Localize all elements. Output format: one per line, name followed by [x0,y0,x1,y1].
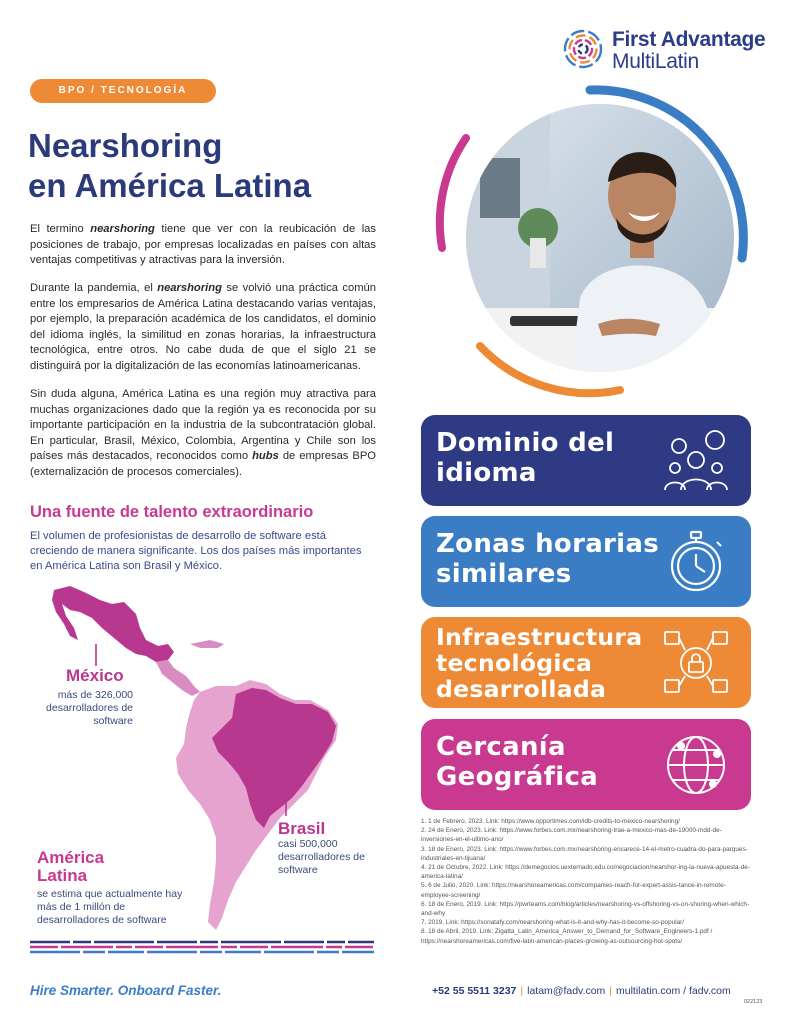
paragraph-2: Durante la pandemia, el nearshoring se volvió una práctica común entre los empresarios de América Latina destacando varias ventajas, por ejemplo, la preparación académica de los candidatos, el dominio del idioma inglés, la similitud en zonas horarias, la infraestructura tecnológica, entre otros. No cabe duda de que el siglo 21 se distinguirá por la digitalización de las economías latinoamericanas. [30,282,376,372]
people-speech-icon [663,428,729,494]
footer-contact: +52 55 5511 3237 | latam@fadv.com | multilatin.com / fadv.com [432,985,731,997]
reference-item: 5. 6 de Julio, 2020. Link: https://nearshoreamericas.com/companies-reach-for-expert-assis-tance-in-remote-employee-screening/ [421,882,726,899]
card-label: Cercanía Geográfica [436,732,598,792]
footer-slogan: Hire Smarter. Onboard Faster. [30,983,222,998]
card-label: Dominio del idioma [436,428,615,488]
mexico-shape [52,586,174,662]
paragraph-3: Sin duda alguna, América Latina es una región muy atractiva para muchas organizaciones dado que la región ya es reconocida por su importante participación en la industria de la subcontratación global. En particular, Brasil, México, Colombia, Argentina y Chile son los países más destacados, reconocidos como hubs de empresas BPO (externalización de procesos comerciales). [30,388,377,478]
brasil-label-title: Brasil [278,819,326,838]
brand-logo [562,26,772,76]
caribbean-shape [190,640,224,648]
card-zonas-horarias [421,516,751,607]
mexico-label-title: México [66,666,124,685]
reference-item: 1. 1 de Febrero, 2023. Link: https://www.opportimes.com/idb-credits-to-mexico-nearshoring/ [421,818,680,825]
document-code: 022123 [744,999,763,1005]
brasil-label-text: casi 500,000 desarrolladores de software [278,838,365,876]
latam-label-text: se estima que actualmente hay más de 1 millón de desarrolladores de software [37,888,183,926]
paragraph-1: El termino nearshoring tiene que ver con la reubicación de las posiciones de trabajo, por empresas localizadas en países con altas ventajas competitivas y atractivas para la inversión. [30,223,376,267]
category-tag: BPO / TECNOLOGÍA [30,79,216,103]
reference-item: 8. 18 de Abril, 2019. Link: Zigatta_Latin_America_Answer_to_Demand_for_Software_Engineers-1.pdf / https://nearshoreamericas.com/five-latin-american-places-growing-as-outsourcing-hot-spots/ [421,928,713,945]
footer-phone[interactable]: +52 55 5511 3237 [432,985,517,997]
decorative-stripes [30,940,374,954]
talent-text: El volumen de profesionistas de desarrollo de software está creciendo de manera significante. Los dos países más importantes en América Latina son Brasil y México. [30,530,362,572]
card-dominio-idioma [421,415,751,506]
reference-item: 2. 24 de Enero, 2023. Link: https://www.forbes.com.mx/nearshoring-trae-a-mexico-mas-de-19000-mdd-de-inversiones-en-el-ultimo-ano/ [421,827,722,844]
references-list [421,817,753,946]
talent-heading: Una fuente de talento extraordinario [30,503,314,521]
magenta-arc [440,138,466,248]
card-cercania-geografica [421,719,751,810]
hero-photo [420,78,775,403]
stopwatch-icon [663,528,729,594]
card-infraestructura [421,617,751,708]
card-label: Infraestructura tecnológica desarrollada [436,623,643,703]
mexico-label-text: más de 326,000 desarrolladores de software [46,689,133,727]
reference-item: 3. 18 de Enero, 2023. Link: https://www.forbes.com.mx/nearshoring-encarece-14-el-metro-cuadra-do-para-parques-industriales-en-tijuana/ [421,845,748,862]
fingerprint-logo-icon [562,28,604,70]
title-line1: Nearshoring [28,127,223,164]
reference-item: 6. 18 de Enero, 2019. Link: https://pwrteams.com/blog/articles/nearshoring-vs-offshoring-vs-on-shoring-when-which-and-why [421,900,750,918]
card-label: Zonas horarias similares [436,529,659,589]
page-title [28,126,398,206]
reference-item: 7. 2019. Link: https://sonatafy.com/nearshoring-what-is-it-and-why-has-it-become-so-popular/ [421,919,685,927]
globe-icon [663,732,729,798]
footer-sites[interactable]: multilatin.com / fadv.com [616,985,731,997]
secure-network-icon [663,630,729,696]
brand-name-line2: MultiLatin [612,50,699,73]
central-america-shape [156,660,200,696]
latam-label-title: América Latina [37,848,105,885]
brand-name-line1: First Advantage [612,28,766,51]
reference-item: 4. 21 de Octubre, 2022. Link: https://demegocios.uexternado.edu.co/negociacion/nearshor-ing-la-nueva-apuesta-de-america-latina/ [421,864,750,881]
footer-email[interactable]: latam@fadv.com [527,985,606,997]
title-line2: en América Latina [28,167,312,204]
